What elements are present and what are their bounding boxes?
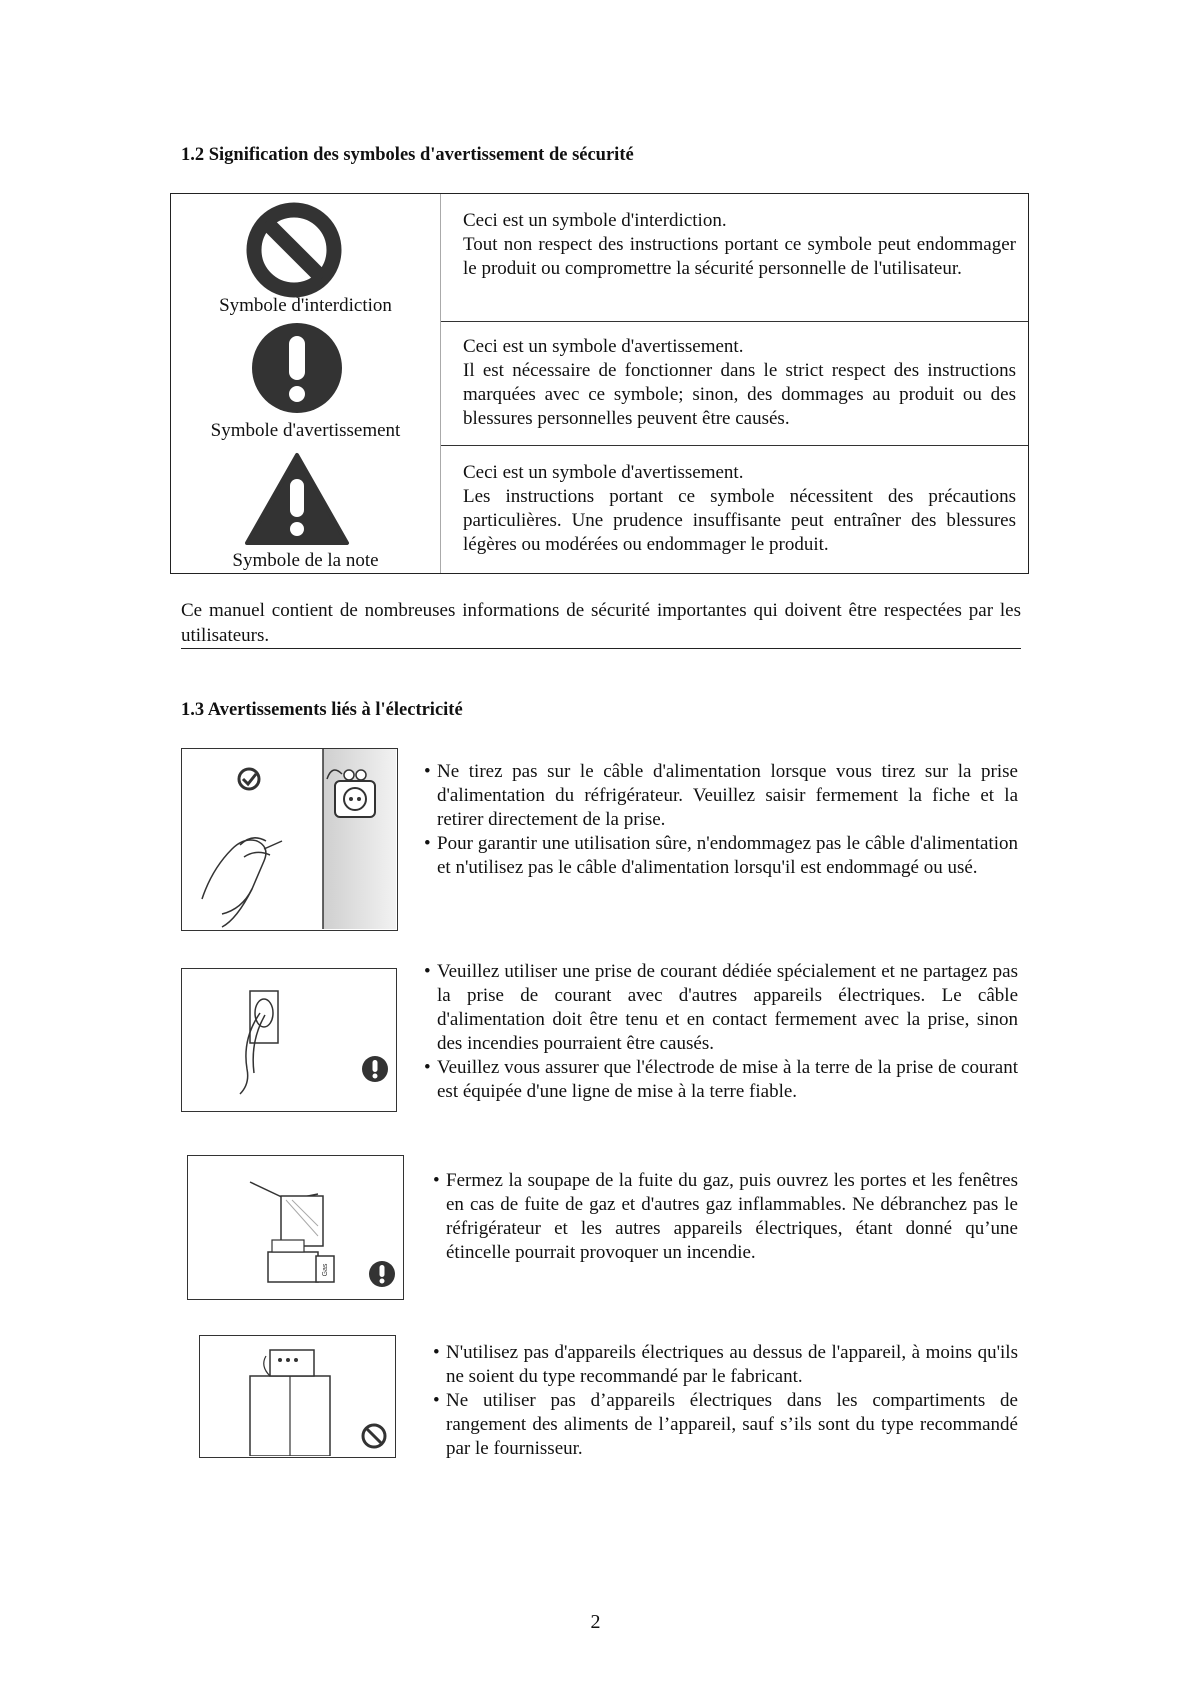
symbol-description-note: [463, 461, 1016, 557]
warning-item: • Ne utiliser pas d’appareils électriques dans les compartiments de rangement des aliments de l’appareil, sauf s’ils sont du type recommandé par le fournisseur.: [433, 1389, 1018, 1461]
symbol-title: Ceci est un symbole d'interdiction.: [463, 210, 727, 231]
prohibition-icon: [244, 200, 344, 300]
warning-list-1: [424, 760, 1018, 880]
gas-label: Gas: [322, 1263, 329, 1277]
gas-leak-illustration: [187, 1155, 404, 1300]
symbols-table: [170, 193, 1029, 574]
warning-triangle-icon: [243, 451, 351, 547]
hand-pulling-plug-illustration: [181, 748, 398, 931]
symbol-title: Ceci est un symbole d'avertissement.: [463, 462, 744, 483]
symbol-body: Il est nécessaire de fonctionner dans le strict respect des instructions marquées avec ce symbole; sinon, des dommages au produit ou des blessures personnelles peuvent être causés.: [463, 360, 1016, 429]
warning-circle-icon: [251, 322, 343, 414]
warning-list-2: [424, 960, 1018, 1104]
symbol-body: Tout non respect des instructions portant ce symbole peut endommager le produit ou compromettre la sécurité personnelle de l'utilisateur.: [463, 234, 1016, 279]
warning-item: • Veuillez utiliser une prise de courant dédiée spécialement et ne partagez pas la prise de courant avec d'autres appareils électriques. Le câble d'alimentation doit être tenu et en contact fermement avec la prise, sinon des incendies pourraient être causés.: [424, 960, 1018, 1056]
symbol-title: Ceci est un symbole d'avertissement.: [463, 336, 744, 357]
wall-socket-illustration: [181, 968, 397, 1112]
warning-list-4: [433, 1341, 1018, 1461]
symbol-description-prohibition: [463, 209, 1016, 281]
symbol-description-warning: [463, 335, 1016, 431]
divider: [181, 648, 1021, 649]
symbol-label-prohibition: Symbole d'interdiction: [219, 295, 392, 316]
appliance-on-fridge-illustration: [199, 1335, 396, 1458]
warning-item: • Pour garantir une utilisation sûre, n'endommagez pas le câble d'alimentation et n'utilisez pas le câble d'alimentation lorsqu'il est endommagé ou usé.: [424, 832, 1018, 880]
page-number: 2: [590, 1611, 601, 1633]
section-heading-1-3: 1.3 Avertissements liés à l'électricité: [181, 700, 463, 720]
safety-note: Ce manuel contient de nombreuses informations de sécurité importantes qui doivent être respectées par les utilisateurs.: [181, 600, 1021, 646]
warning-item: • Fermez la soupape de la fuite du gaz, puis ouvrez les portes et les fenêtres en cas de fuite de gaz et d'autres gaz inflammables. Ne débranchez pas le réfrigérateur et les autres appareils électriques, étant donné qu’une étincelle pourrait provoquer un incendie.: [433, 1169, 1018, 1265]
warning-item: • Veuillez vous assurer que l'électrode de mise à la terre de la prise de courant est équipée d'une ligne de mise à la terre fiable.: [424, 1056, 1018, 1104]
warning-item: • Ne tirez pas sur le câble d'alimentation lorsque vous tirez sur la prise d'alimentation du réfrigérateur. Veuillez saisir fermement la fiche et la retirer directement de la prise.: [424, 760, 1018, 832]
symbol-body: Les instructions portant ce symbole nécessitent des précautions particulières. Une prudence insuffisante peut entraîner des blessures légères ou modérées ou endommager le produit.: [463, 486, 1016, 555]
warning-item: • N'utilisez pas d'appareils électriques au dessus de l'appareil, à moins qu'ils ne soient du type recommandé par le fabricant.: [433, 1341, 1018, 1389]
symbol-label-note: Symbole de la note: [232, 550, 379, 571]
section-heading-1-2: 1.2 Signification des symboles d'avertissement de sécurité: [181, 145, 634, 165]
warning-list-3: [433, 1169, 1018, 1265]
symbol-label-warning: Symbole d'avertissement: [210, 420, 401, 441]
